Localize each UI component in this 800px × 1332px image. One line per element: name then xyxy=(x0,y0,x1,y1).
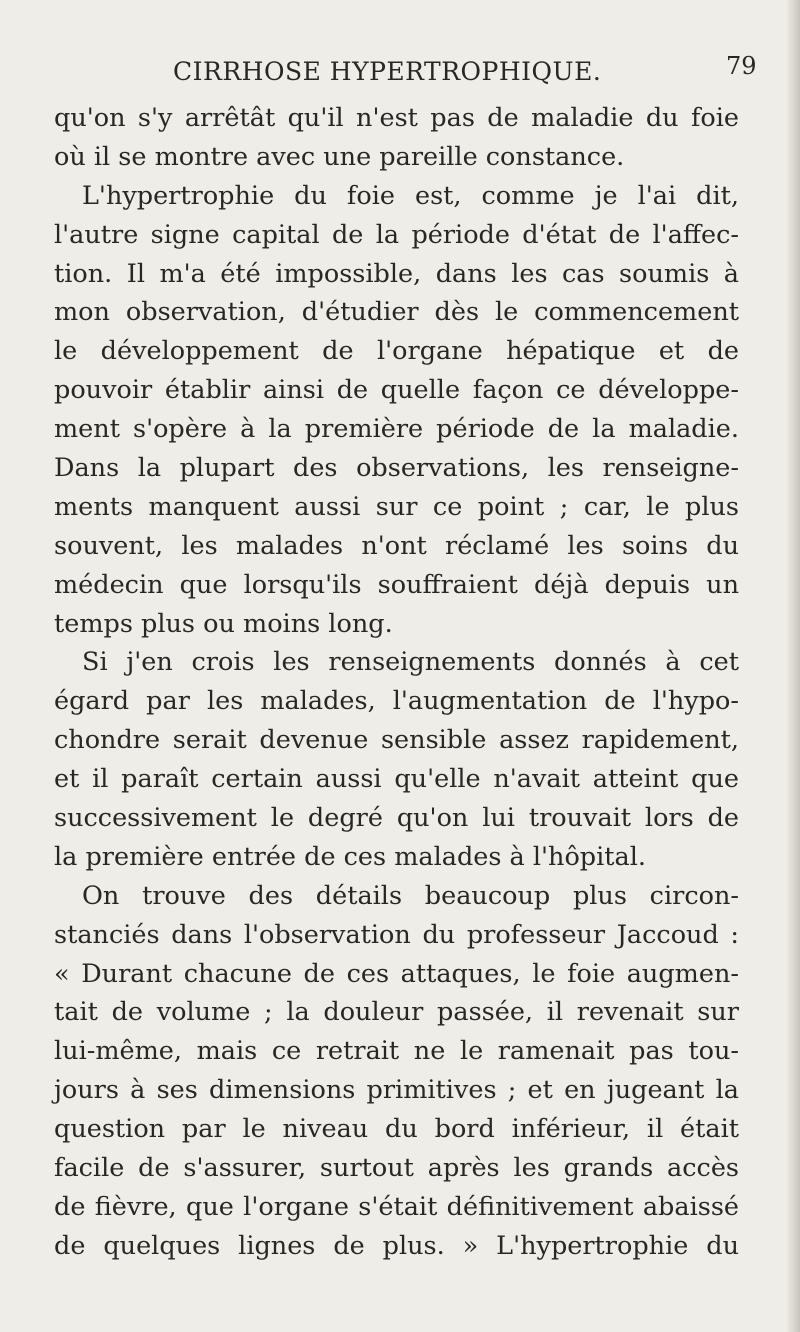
text-line: tait de volume ; la douleur passée, il revenait sur xyxy=(54,997,739,1028)
text-line: facile de s'assurer, surtout après les grands accès xyxy=(54,1153,739,1184)
text-line: L'hypertrophie du foie est, comme je l'ai dit, xyxy=(82,180,739,211)
text-line: Dans la plupart des observations, les renseigne- xyxy=(54,453,739,484)
text-line: temps plus ou moins long. xyxy=(54,608,393,639)
page-number: 79 xyxy=(726,52,757,80)
text-line: lui-même, mais ce retrait ne le ramenait pas tou- xyxy=(54,1036,739,1067)
text-line: Si j'en crois les renseignements donnés à cet xyxy=(82,647,739,678)
text-line: la première entrée de ces malades à l'hôpital. xyxy=(54,841,646,872)
text-line: et il paraît certain aussi qu'elle n'avait atteint que xyxy=(54,764,739,795)
text-line: mon observation, d'étudier dès le commencement xyxy=(54,297,739,328)
text-line: médecin que lorsqu'ils souffraient déjà depuis un xyxy=(54,569,739,600)
page-edge-shadow xyxy=(786,0,800,1332)
text-line: ment s'opère à la première période de la maladie. xyxy=(54,414,739,445)
text-line: l'autre signe capital de la période d'état de l'affec- xyxy=(54,219,739,250)
text-line: stanciés dans l'observation du professeur Jaccoud : xyxy=(54,919,739,950)
running-title: CIRRHOSE HYPERTROPHIQUE. xyxy=(173,57,602,86)
text-line: de fièvre, que l'organe s'était définitivement abaissé xyxy=(54,1191,739,1222)
text-line: successivement le degré qu'on lui trouvait lors de xyxy=(54,803,739,834)
text-line: chondre serait devenue sensible assez rapidement, xyxy=(54,725,739,756)
text-line: souvent, les malades n'ont réclamé les soins du xyxy=(54,530,739,561)
text-line: On trouve des détails beaucoup plus circon- xyxy=(82,880,739,911)
text-line: question par le niveau du bord inférieur, il était xyxy=(54,1114,739,1145)
text-line: jours à ses dimensions primitives ; et en jugeant la xyxy=(54,1075,739,1106)
running-head xyxy=(0,52,800,92)
text-line: de quelques lignes de plus. » L'hypertrophie du xyxy=(54,1230,739,1261)
text-line: où il se montre avec une pareille constance. xyxy=(54,141,625,172)
text-line: égard par les malades, l'augmentation de l'hypo- xyxy=(54,686,739,717)
text-line: « Durant chacune de ces attaques, le foie augmen- xyxy=(54,958,739,989)
text-line: ments manquent aussi sur ce point ; car, le plus xyxy=(54,491,739,522)
text-line: pouvoir établir ainsi de quelle façon ce développe- xyxy=(54,375,739,406)
text-line: le développement de l'organe hépatique et de xyxy=(54,336,739,367)
body-text xyxy=(54,99,739,1266)
text-line: tion. Il m'a été impossible, dans les cas soumis à xyxy=(54,258,739,289)
text-line: qu'on s'y arrêtât qu'il n'est pas de maladie du foie xyxy=(54,103,739,133)
